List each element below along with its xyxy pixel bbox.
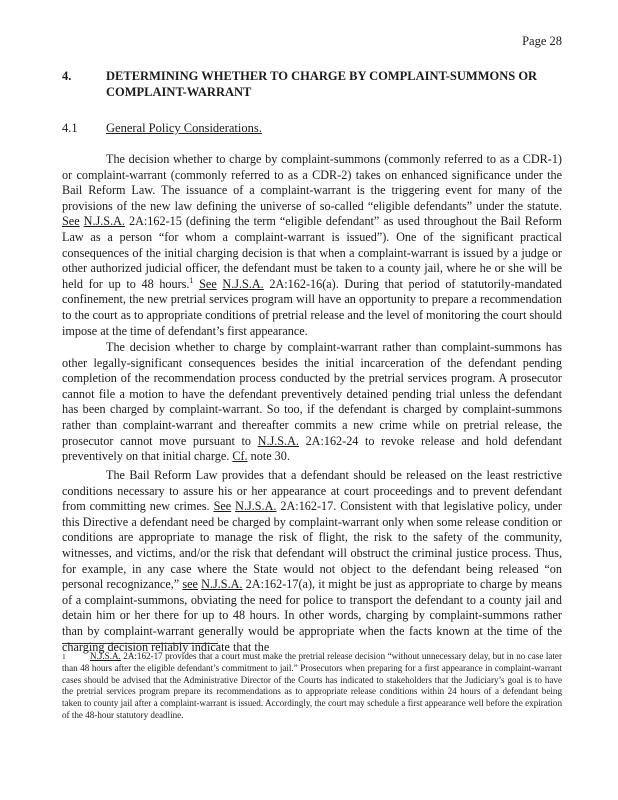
page-number: Page 28 <box>522 34 562 48</box>
section-title: DETERMINING WHETHER TO CHARGE BY COMPLAINT-SUMMONS OR COMPLAINT-WARRANT <box>106 69 538 99</box>
footnote-ref: 1 <box>189 275 194 285</box>
text-run: 2A:162-17(a), it might be just as appropriate to charge by means of a complaint-summons, obviating the need for police to transport the defendant to a county jail and detain him or her there for up to 48 hours. In other words, charging by complaint-summons rather than by complaint-warrant generally would be appropriate when the facts known at the time of the charging decision reliably indicate that the <box>62 577 562 654</box>
paragraph-1 <box>62 152 562 339</box>
text-run: 2A:162-17. Consistent with that legislative policy, under this Directive a defendant need be charged by complaint-warrant only when some release condition or conditions are appropriate to manage the risk of flight, the risk to the safety of the community, witnesses, and victims, and/or the risk that defendant will obstruct the criminal justice process. Thus, for example, in any case where the State would not object to the defendant being released “on personal recognizance,” <box>62 499 562 592</box>
text-run: 2A:162-17 provides that a court must make the pretrial release decision “without unnecessary delay, but in no case later than 48 hours after the eligible defendant’s commitment to jail.” Prosecutors when preparing for a first appearance in complaint-warrant cases should be advised that the Administrative Director of the Courts has indicated to stakeholders that the Judiciary’s goal is to have the pretrial services program prepare its recommendations as to appropriate release conditions within 24 hours of a defendant being taken to county jail after a complaint-warrant is issued. Accordingly, the court may schedule a first appearance well before the expiration of the 48-hour statutory deadline. <box>62 651 562 720</box>
statute-citation: N.J.S.A. <box>201 577 243 592</box>
text-run: The decision whether to charge by complaint-summons (commonly referred to as a CDR-1) or complaint-warrant (commonly referred to as a CDR-2) takes on enhanced significance under the Bail Reform Law. The issuance of a complaint-warrant is the triggering event for many of the provisions of the new law defining the universe of so-called “eligible defendants” under the statute. <box>62 152 562 213</box>
section-number: 4. <box>62 69 72 83</box>
subsection-title: General Policy Considerations. <box>106 121 262 135</box>
text-run: 2A:162-16(a). During that period of statutorily-mandated confinement, the new pretrial services program will have an opportunity to prepare a recommendation to the court as to appropriate conditions of pretrial release and the level of monitoring the court should impose at the time of defendant’s first appearance. <box>62 276 563 338</box>
footnote-number: 1 <box>62 652 66 661</box>
statute-citation: N.J.S.A. <box>222 276 264 291</box>
footnote-1 <box>62 651 562 722</box>
citation-signal: See <box>213 499 232 514</box>
text-run: The Bail Reform Law provides that a defendant should be released on the least restrictive conditions necessary to assure his or her appearance at court proceedings and to prevent defendant from committing new crimes. <box>62 468 562 514</box>
text-run: The decision whether to charge by complaint-warrant rather than complaint-summons has other legally-significant consequences besides the initial incarceration of the defendant pending completion of the recommendation process conducted by the pretrial services program. A prosecutor cannot file a motion to have the defendant preventively detained pending trial unless the defendant has been charged by complaint-warrant. So too, if the defendant is charged by complaint-summons rather than complaint-warrant and thereafter commits a new crime while on pretrial release, the prosecutor cannot move pursuant to <box>62 340 562 448</box>
citation-signal: See <box>62 214 80 229</box>
citation-signal: Cf. <box>232 449 248 464</box>
citation-signal: see <box>182 577 198 592</box>
citation-signal: See <box>199 276 217 291</box>
footnote-divider <box>62 643 218 644</box>
paragraph-3 <box>62 468 562 655</box>
text-run: 2A:162-15 (defining the term “eligible defendant” as used throughout the Bail Reform Law as a person “for whom a complaint-warrant is issued”). One of the significant practical consequences of the initial charging decision is that when a complaint-warrant is issued by a judge or other authorized judicial officer, the defendant must be taken to a county jail, where he or she will be held for up to 48 hours. <box>62 214 563 291</box>
statute-citation: N.J.S.A. <box>90 651 121 661</box>
statute-citation: N.J.S.A. <box>83 214 125 229</box>
subsection-number: 4.1 <box>62 121 78 135</box>
text-run: note 30. <box>247 449 290 464</box>
statute-citation: N.J.S.A. <box>257 433 299 448</box>
statute-citation: N.J.S.A. <box>235 499 277 514</box>
paragraph-2 <box>62 340 562 465</box>
text-run: 2A:162-24 to revoke release and hold defendant preventively on that initial charge. <box>62 433 562 464</box>
footnote-text <box>62 651 562 722</box>
